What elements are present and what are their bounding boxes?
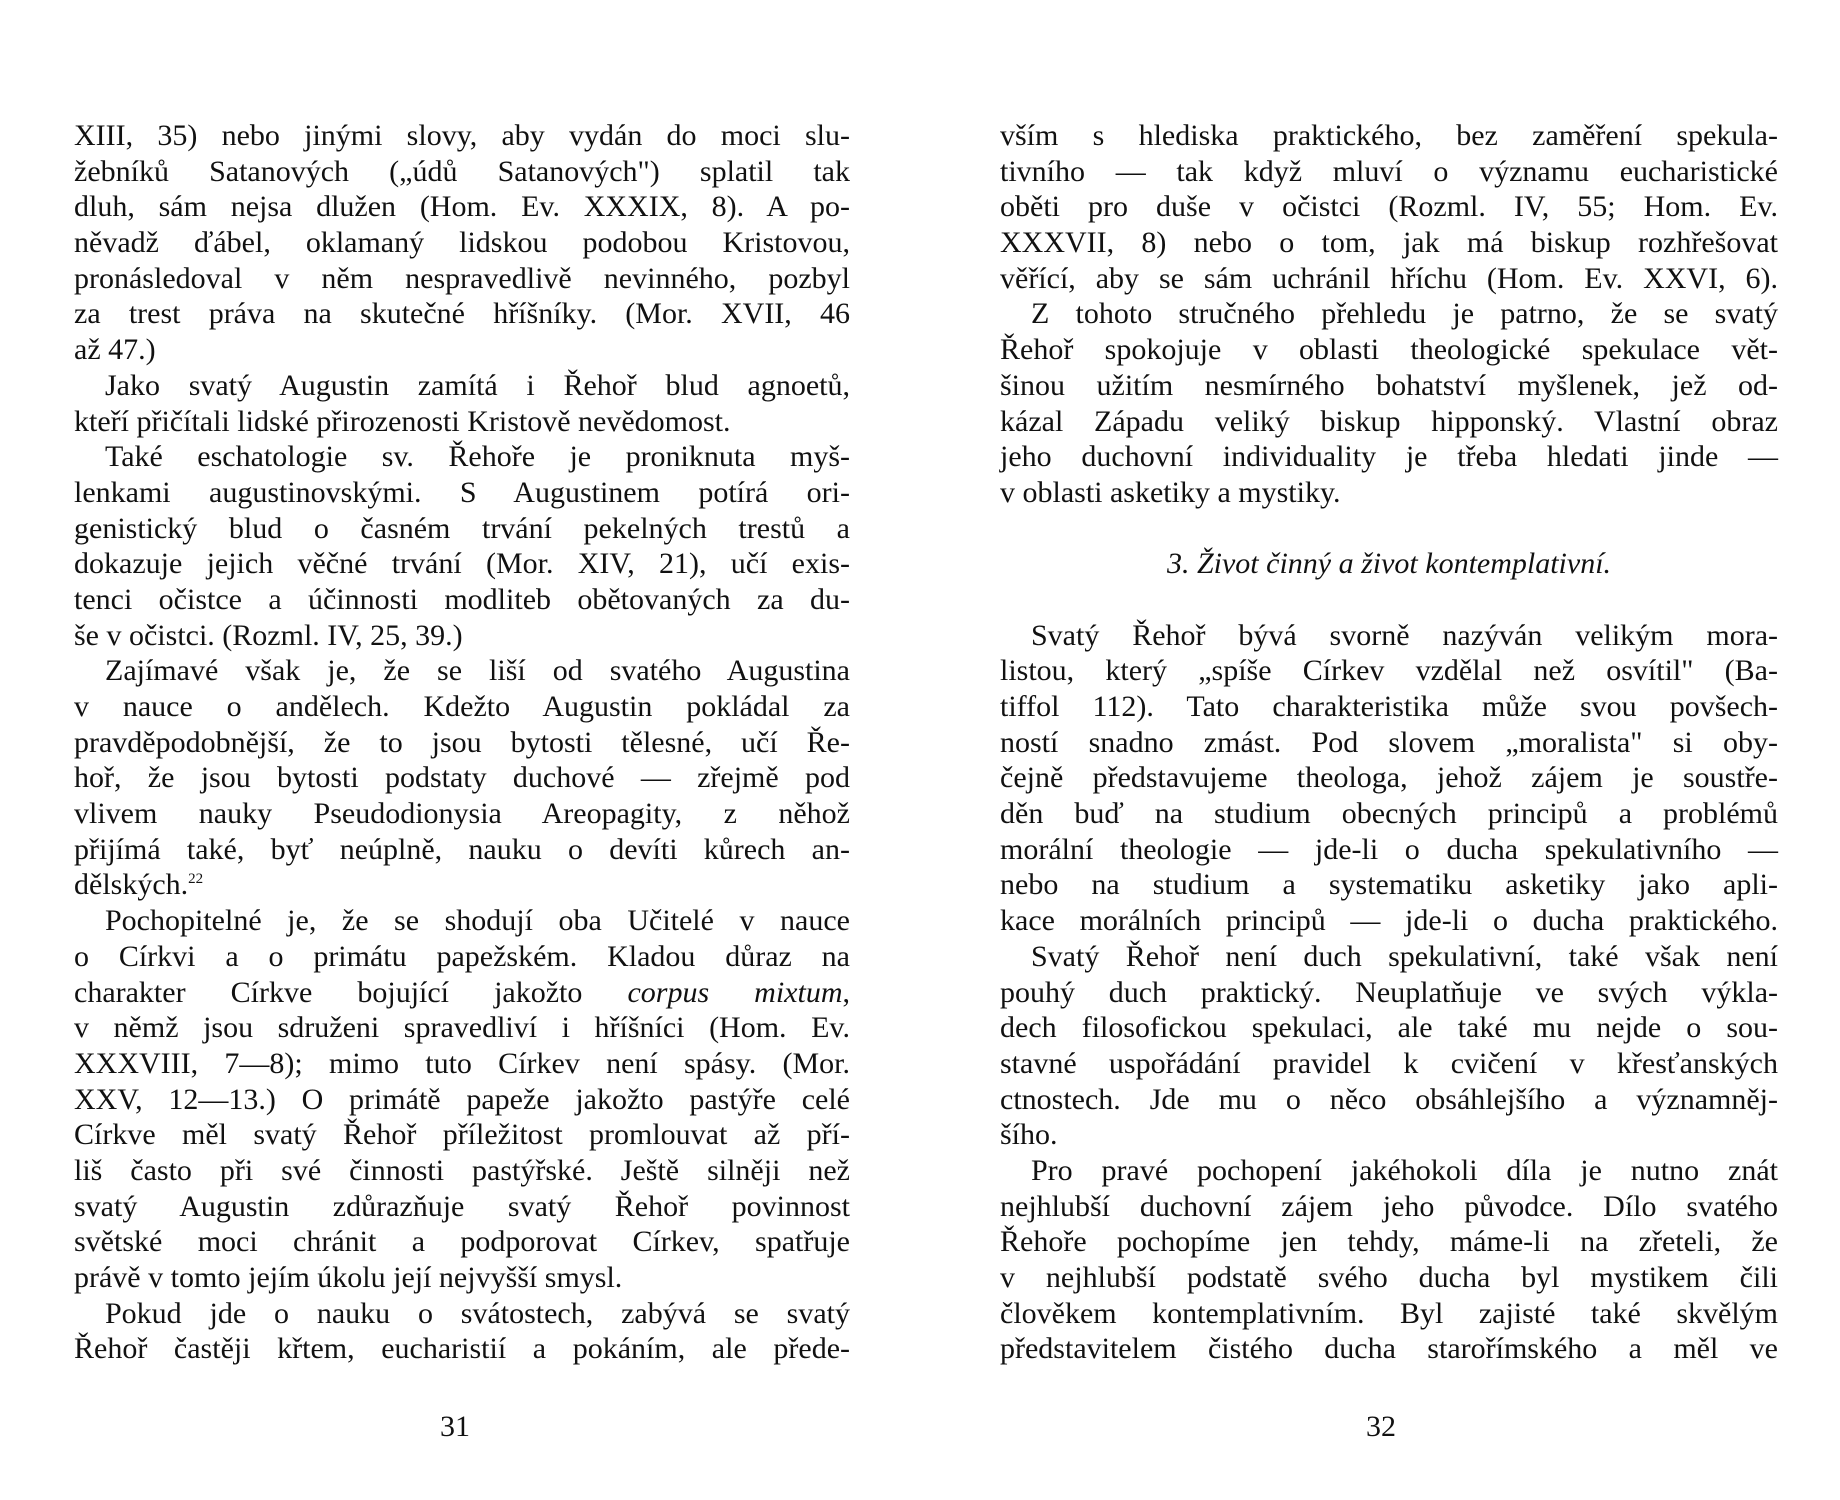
text-line: XXXVIII, 7—8); mimo tuto Církev není spásy. (Mor. [74,1046,850,1080]
text-line: věřící, aby se sám uchránil hříchu (Hom. Ev. XXVI, 6). [1000,261,1778,295]
text-line: XXV, 12—13.) O primátě papeže jakožto pastýře celé [74,1082,850,1116]
text-line: pronásledoval v něm nespravedlivě nevinného, pozbyl [74,261,850,295]
text-line: kteří přičítali lidské přirozenosti Kristově nevědomost. [74,404,731,438]
text-line: nebo na studium a systematiku asketiky jako apli- [1000,868,1778,902]
text-line: oběti pro duše v očistci (Rozml. IV, 55; Hom. Ev. [1000,190,1778,224]
text-line: Jako svatý Augustin zamítá i Řehoř blud agnoetů, [105,368,850,402]
text-line: žebníků Satanových („údů Satanových") splatil tak [74,154,850,188]
italic-term: corpus mixtum [627,975,843,1009]
text-line: Pochopitelné je, že se shodují oba Učitelé v nauce [105,904,850,938]
text-line: pouhý duch praktický. Neuplatňuje ve svých výkla- [1000,975,1778,1009]
page-number-left: 31 [440,1410,470,1443]
text-line: dech filosofickou spekulaci, ale také mu nejde o sou- [1000,1011,1778,1045]
text-line: Pokud jde o nauku o svátostech, zabývá se svatý [105,1296,850,1330]
text-line: pravděpodobnější, že to jsou bytosti tělesné, učí Ře- [74,725,850,759]
text-line: svatý Augustin zdůrazňuje svatý Řehoř povinnost [74,1189,850,1223]
text-line: Řehoře pochopíme jen tehdy, máme-li na zřeteli, že [1000,1225,1778,1259]
text-line: Pro pravé pochopení jakéhokoli díla je nutno znát [1031,1153,1778,1187]
text-line: Řehoř spokojuje v oblasti theologické spekulace vět- [1000,333,1778,367]
text-line: vším s hlediska praktického, bez zaměření spekula- [1000,119,1778,152]
text-line: právě v tomto jejím úkolu její nejvyšší smysl. [74,1261,623,1294]
text-line: až 47.) [74,333,156,367]
text-line: dluh, sám nejsa dlužen (Hom. Ev. XXXIX, 8). A po- [74,190,850,224]
text-line: vlivem nauky Pseudodionysia Areopagity, z něhož [74,797,850,831]
text-line: stavné uspořádání pravidel k cvičení v křesťanských [1000,1046,1778,1080]
text-line: liš často při své činnosti pastýřské. Ještě silněji než [74,1153,850,1187]
text-line: tivního — tak když mluví o významu eucharistické [1000,154,1778,188]
text-line: kace morálních principů — jde-li o ducha praktického. [1000,904,1778,938]
text-line: v nejhlubší podstatě svého ducha byl mystikem čili [1000,1261,1778,1294]
text-line: še v očistci. (Rozml. IV, 25, 39.) [74,618,463,652]
text-line: světské moci chránit a podporovat Církev, spatřuje [74,1225,850,1259]
text-line: jeho duchovní individuality je třeba hledati jinde — [1000,440,1778,474]
text-line: XXXVII, 8) nebo o tom, jak má biskup rozhřešovat [1000,226,1778,260]
section-heading: 3. Život činný a život kontemplativní. [1166,547,1612,581]
text-line: listou, který „spíše Církev vzdělal než osvítil" (Ba- [1000,654,1778,688]
text-line: charakter Církve bojující jakožto corpus mixtum, [74,975,850,1009]
footnote-marker[interactable]: 22 [188,871,204,888]
right-page-text [1000,118,1778,1367]
text-line [1000,582,1778,618]
text-line: ctnostech. Jde mu o něco obsáhlejšího a významněj- [1000,1082,1778,1116]
text-line: Z tohoto stručného přehledu je patrno, že se svatý [1031,297,1778,331]
text-line: Církve měl svatý Řehoř příležitost promlouvat až pří- [74,1118,850,1152]
left-page-text [74,118,850,1367]
text-line: v oblasti asketiky a mystiky. [1000,475,1341,509]
text-line: představitelem čistého ducha starořímského a měl ve [1000,1332,1778,1366]
text-line: Řehoř častěji křtem, eucharistií a pokáním, ale přede- [74,1332,850,1366]
text-line: něvadž ďábel, oklamaný lidskou podobou Kristovou, [74,226,850,260]
text-line: přijímá také, byť neúplně, nauku o devíti kůrech an- [74,832,850,866]
text-line: v nauce o andělech. Kdežto Augustin pokládal za [74,690,850,723]
text-line: hoř, že jsou bytosti podstaty duchové — zřejmě pod [74,761,850,795]
text-line: o Církvi a o primátu papežském. Kladou důraz na [74,939,850,973]
text-line: kázal Západu veliký biskup hipponský. Vlastní obraz [1000,404,1778,438]
text-line: genistický blud o časném trvání pekelných trestů a [74,511,850,545]
text-line: Zajímavé však je, že se liší od svatého Augustina [105,654,850,688]
text-line: Svatý Řehoř není duch spekulativní, také však není [1031,939,1778,973]
page-number-right: 32 [1366,1410,1396,1443]
text-line [1000,511,1778,547]
text-line: dokazuje jejich věčné trvání (Mor. XIV, 21), učí exis- [74,547,850,581]
text-line: šinou užitím nesmírného bohatství myšlenek, jež od- [1000,368,1778,402]
text-line: Svatý Řehoř bývá svorně nazýván velikým mora- [1031,618,1778,652]
text-line: v němž jsou sdruženi spravedliví i hříšníci (Hom. Ev. [74,1011,850,1045]
text-line: lenkami augustinovskými. S Augustinem potírá ori- [74,475,850,509]
text-line: čejně představujeme theologa, jehož zájem je soustře- [1000,761,1778,795]
text-line: morální theologie — jde-li o ducha spekulativního — [1000,832,1778,866]
text-line: šího. [1000,1118,1058,1152]
text-line: za trest práva na skutečné hříšníky. (Mor. XVII, 46 [74,297,850,331]
text-line: Také eschatologie sv. Řehoře je proniknuta myš- [105,440,850,474]
text-line: tenci očistce a účinnosti modliteb obětovaných za du- [74,582,850,616]
text-line: ností snadno zmást. Pod slovem „moralista" si oby- [1000,725,1778,759]
text-line: dělských.$^{22}$ [74,868,204,902]
text-line: XIII, 35) nebo jinými slovy, aby vydán do moci slu- [74,119,850,152]
text-line: děn buď na studium obecných principů a problémů [1000,797,1778,831]
text-line: nejhlubší duchovní zájem jeho původce. Dílo svatého [1000,1189,1778,1223]
text-line: člověkem kontemplativním. Byl zajisté také skvělým [1000,1296,1778,1330]
text-line: tiffol 112). Tato charakteristika může svou povšech- [1000,690,1778,723]
